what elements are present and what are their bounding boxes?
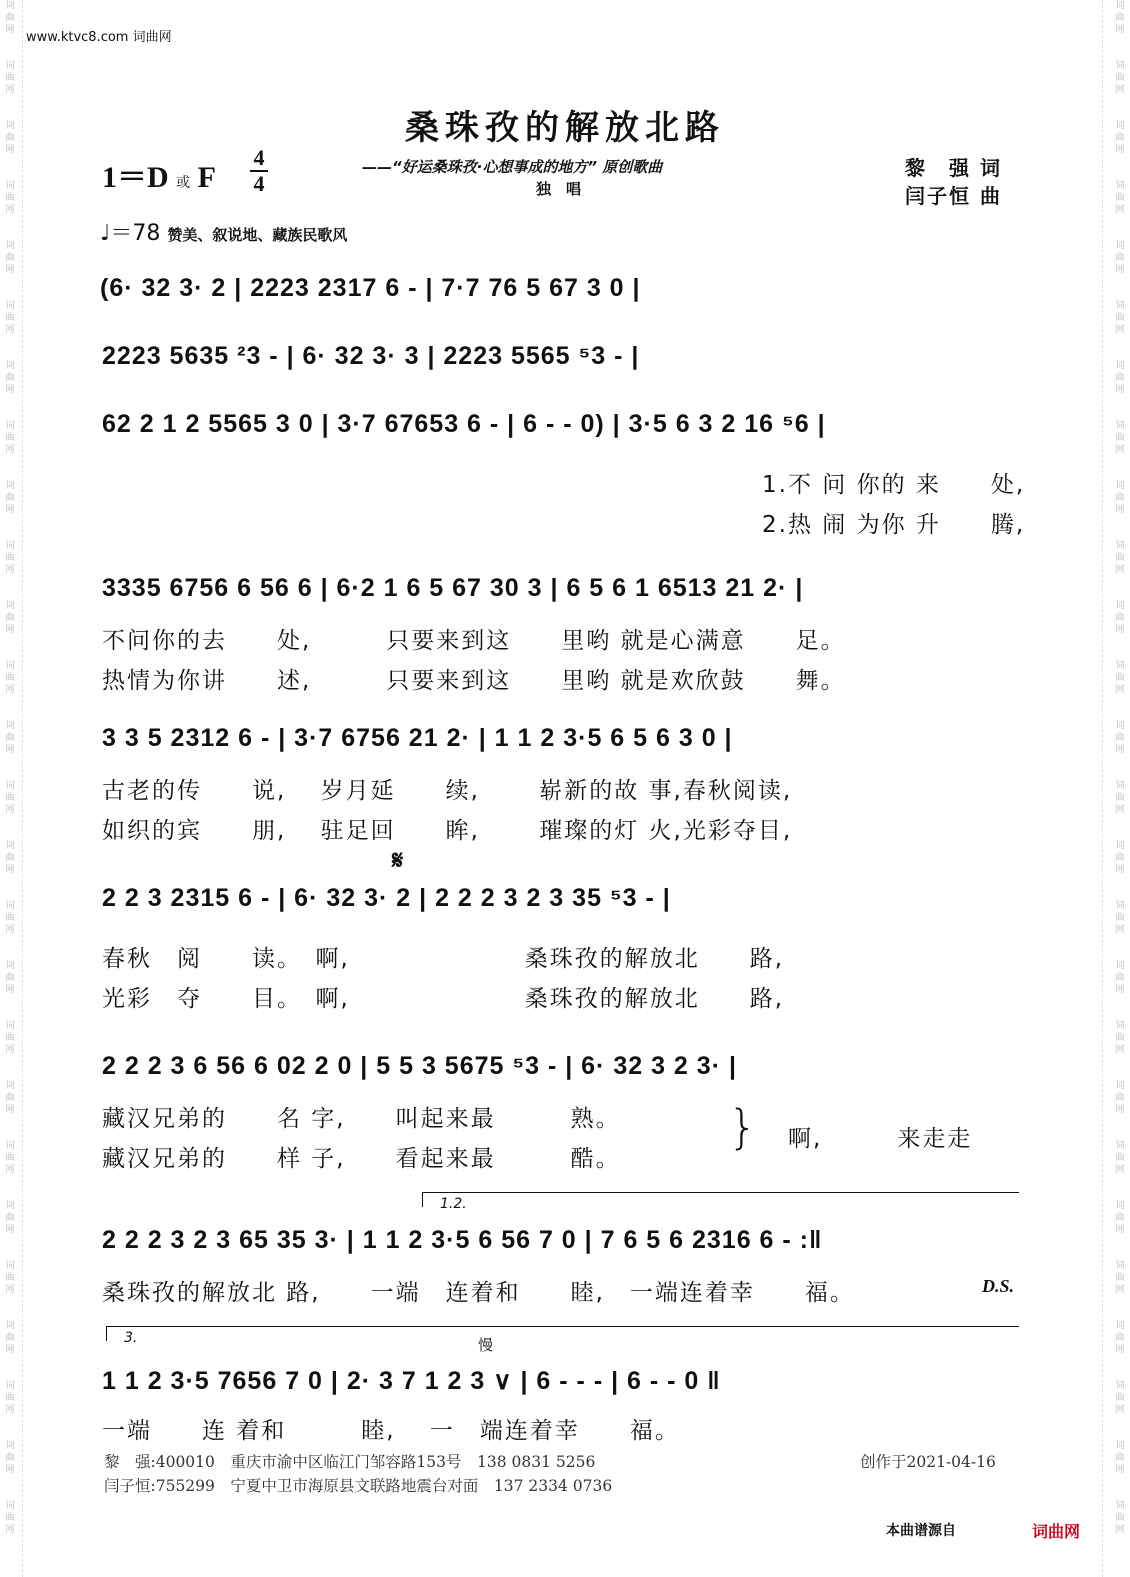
watermark-block	[1113, 240, 1127, 300]
key-main: 1＝D	[102, 161, 169, 194]
watermark-block	[3, 1020, 17, 1080]
watermark-char: 网	[1115, 1345, 1125, 1355]
watermark-block	[1113, 180, 1127, 240]
watermark-char: 词	[5, 781, 15, 791]
watermark-char: 曲	[1115, 553, 1125, 563]
watermark-char: 曲	[5, 613, 15, 623]
segno-sign: 𝄋	[392, 846, 404, 876]
watermark-char: 网	[1115, 385, 1125, 395]
watermark-block	[3, 180, 17, 240]
watermark-char: 网	[5, 1285, 15, 1295]
watermark-block	[3, 660, 17, 720]
watermark-char: 曲	[1115, 973, 1125, 983]
watermark-char: 网	[5, 265, 15, 275]
watermark-char: 网	[1115, 325, 1125, 335]
watermark-block	[1113, 540, 1127, 600]
notation-row-2: 2223 5635 ²3 - | 6· 32 3· 3 | 2223 5565 ⁵3 - |	[102, 342, 640, 370]
watermark-char: 曲	[1115, 1333, 1125, 1343]
watermark-char: 曲	[1115, 673, 1125, 683]
watermark-block	[1113, 840, 1127, 900]
watermark-char: 网	[1115, 445, 1125, 455]
watermark-block	[3, 0, 17, 60]
watermark-char: 曲	[5, 373, 15, 383]
notation-row-5: 3 3 5 2312 6 - | 3·7 6756 21 2· | 1 1 2 3·5 6 5 6 3 0 |	[102, 724, 733, 752]
watermark-block	[1113, 1080, 1127, 1140]
watermark-char: 曲	[1115, 133, 1125, 143]
watermark-block	[3, 1380, 17, 1440]
watermark-block	[1113, 720, 1127, 780]
watermark-char: 网	[1115, 25, 1125, 35]
watermark-block	[3, 1440, 17, 1500]
watermark-block	[3, 720, 17, 780]
watermark-char: 网	[1115, 1525, 1125, 1535]
notation-row-8: 2 2 2 3 2 3 65 35 3· | 1 1 2 3·5 6 56 7 0 | 7 6 5 6 2316 6 - :‖	[102, 1226, 823, 1254]
watermark-char: 曲	[1115, 1393, 1125, 1403]
watermark-char: 网	[1115, 865, 1125, 875]
notation-row-4: 3335 6756 6 56 6 | 6·2 1 6 5 67 30 3 | 6 5 6 1 6513 21 2· |	[102, 574, 804, 602]
watermark-char: 曲	[1115, 313, 1125, 323]
watermark-block	[3, 1140, 17, 1200]
key-signature	[102, 152, 216, 196]
watermark-char: 词	[5, 1321, 15, 1331]
watermark-char: 网	[5, 385, 15, 395]
left-watermark-strip	[3, 0, 17, 1577]
lyric-row-9: 一端 连 着和 睦, 一 端连着幸 福。	[102, 1418, 680, 1444]
lyric-row-6-verse-2: 光彩 夺 目。 啊, 桑珠孜的解放北 路,	[102, 986, 785, 1012]
watermark-char: 网	[1115, 145, 1125, 155]
notation-row-7: 2 2 2 3 6 56 6 02 2 0 | 5 5 3 5675 ⁵3 - | 6· 32 3 2 3· |	[102, 1052, 737, 1080]
watermark-char: 词	[1115, 961, 1125, 971]
watermark-char: 网	[1115, 985, 1125, 995]
key-alt: F	[197, 161, 216, 194]
watermark-char: 词	[1115, 421, 1125, 431]
lyric-row-4-verse-1: 不问你的去 处, 只要来到这 里哟 就是心满意 足。	[102, 628, 846, 654]
watermark-char: 网	[5, 805, 15, 815]
watermark-block	[1113, 960, 1127, 1020]
watermark-char: 曲	[5, 553, 15, 563]
watermark-char: 曲	[1115, 73, 1125, 83]
time-top: 4	[253, 145, 265, 170]
watermark-char: 词	[5, 721, 15, 731]
lyric-row-3-verse-2: 2.热 闹 为你 升 腾,	[762, 512, 1026, 538]
tempo-marking	[100, 216, 347, 247]
slow-marking: 慢	[478, 1336, 494, 1354]
watermark-char: 网	[1115, 805, 1125, 815]
watermark-char: 词	[1115, 361, 1125, 371]
watermark-char: 网	[5, 1225, 15, 1235]
watermark-char: 网	[5, 925, 15, 935]
watermark-char: 词	[1115, 301, 1125, 311]
watermark-char: 曲	[5, 1033, 15, 1043]
watermark-char: 词	[5, 361, 15, 371]
watermark-char: 曲	[1115, 493, 1125, 503]
watermark-char: 词	[1115, 241, 1125, 251]
watermark-char: 词	[5, 1441, 15, 1451]
key-alt-word: 或	[176, 175, 191, 191]
watermark-char: 曲	[5, 13, 15, 23]
watermark-char: 词	[1115, 721, 1125, 731]
watermark-char: 曲	[1115, 853, 1125, 863]
watermark-char: 词	[5, 901, 15, 911]
watermark-char: 词	[5, 1, 15, 11]
watermark-char: 词	[1115, 901, 1125, 911]
watermark-char: 网	[1115, 685, 1125, 695]
watermark-char: 词	[5, 841, 15, 851]
watermark-char: 曲	[5, 733, 15, 743]
watermark-char: 词	[1115, 1441, 1125, 1451]
watermark-char: 网	[5, 865, 15, 875]
watermark-char: 词	[1115, 1201, 1125, 1211]
watermark-char: 网	[1115, 745, 1125, 755]
watermark-char: 词	[5, 1261, 15, 1271]
watermark-char: 曲	[5, 913, 15, 923]
watermark-char: 网	[5, 1525, 15, 1535]
performance-form: 独 唱	[536, 180, 582, 198]
watermark-char: 词	[1115, 1501, 1125, 1511]
watermark-block	[3, 240, 17, 300]
watermark-char: 词	[5, 1201, 15, 1211]
watermark-char: 曲	[5, 1333, 15, 1343]
watermark-char: 网	[1115, 1225, 1125, 1235]
notation-row-6: 2 2 3 2315 6 - | 6· 32 3· 2 | 2 2 2 3 2 3 35 ⁵3 - |	[102, 884, 671, 912]
watermark-char: 词	[5, 601, 15, 611]
watermark-block	[1113, 480, 1127, 540]
watermark-block	[3, 1080, 17, 1140]
watermark-char: 词	[5, 541, 15, 551]
watermark-block	[3, 840, 17, 900]
watermark-char: 曲	[1115, 433, 1125, 443]
watermark-char: 词	[5, 961, 15, 971]
tempo-style: 赞美、叙说地、藏族民歌风	[167, 226, 348, 244]
watermark-block	[3, 600, 17, 660]
watermark-char: 网	[5, 1465, 15, 1475]
volta-label-3: 3.	[124, 1330, 138, 1346]
watermark-char: 曲	[1115, 373, 1125, 383]
watermark-char: 网	[5, 1165, 15, 1175]
watermark-char: 曲	[5, 793, 15, 803]
watermark-char: 网	[5, 1345, 15, 1355]
watermark-char: 曲	[1115, 1153, 1125, 1163]
watermark-block	[3, 540, 17, 600]
footer-composer-contact: 闫子恒:755299 宁夏中卫市海原县文联路地震台对面 137 2334 0736	[104, 1477, 613, 1495]
watermark-block	[1113, 780, 1127, 840]
watermark-char: 词	[1115, 121, 1125, 131]
footer-lyricist-contact: 黎 强:400010 重庆市渝中区临江门邹容路153号 138 0831 5256	[104, 1453, 596, 1471]
watermark-block	[1113, 1380, 1127, 1440]
watermark-block	[3, 1500, 17, 1560]
watermark-char: 网	[1115, 1105, 1125, 1115]
watermark-char: 网	[1115, 265, 1125, 275]
dal-segno-mark: D.S.	[982, 1276, 1015, 1296]
watermark-char: 网	[5, 625, 15, 635]
watermark-block	[1113, 1020, 1127, 1080]
watermark-char: 网	[5, 1405, 15, 1415]
watermark-char: 词	[1115, 541, 1125, 551]
watermark-char: 网	[5, 445, 15, 455]
watermark-char: 词	[1115, 61, 1125, 71]
watermark-char: 曲	[5, 1393, 15, 1403]
watermark-char: 曲	[1115, 1273, 1125, 1283]
tempo-value: ♩＝78	[100, 221, 161, 246]
right-border	[1102, 0, 1103, 1577]
watermark-char: 网	[1115, 1165, 1125, 1175]
watermark-char: 曲	[5, 1213, 15, 1223]
watermark-char: 网	[1115, 1405, 1125, 1415]
brace: }	[728, 1100, 758, 1154]
watermark-char: 网	[1115, 565, 1125, 575]
watermark-char: 曲	[5, 673, 15, 683]
watermark-char: 网	[5, 1045, 15, 1055]
song-title: 桑珠孜的解放北路	[405, 108, 725, 148]
source-link[interactable]: 词曲网	[1032, 1522, 1081, 1541]
watermark-block	[1113, 0, 1127, 60]
lyric-row-7-shared: 啊, 来走走	[788, 1126, 973, 1152]
watermark-block	[1113, 420, 1127, 480]
watermark-char: 网	[1115, 205, 1125, 215]
watermark-char: 曲	[5, 1153, 15, 1163]
lyric-row-5-verse-2: 如织的宾 朋, 驻足回 眸, 璀璨的灯 火,光彩夺目,	[102, 818, 793, 844]
watermark-char: 词	[1115, 781, 1125, 791]
watermark-char: 曲	[1115, 1213, 1125, 1223]
watermark-char: 曲	[1115, 1093, 1125, 1103]
subtitle: ——“好运桑珠孜·心想事成的地方” 原创歌曲	[362, 158, 663, 176]
watermark-char: 曲	[5, 313, 15, 323]
watermark-char: 词	[5, 121, 15, 131]
watermark-char: 词	[5, 1081, 15, 1091]
watermark-char: 曲	[5, 193, 15, 203]
lyric-row-7-verse-2: 藏汉兄弟的 样 子, 看起来最 酷。	[102, 1146, 621, 1172]
watermark-char: 词	[1115, 1261, 1125, 1271]
watermark-char: 网	[5, 505, 15, 515]
watermark-char: 词	[1115, 181, 1125, 191]
watermark-block	[3, 900, 17, 960]
volta-bracket-3	[106, 1326, 1019, 1341]
composer-credit: 闫子恒 曲	[905, 184, 1002, 208]
lyric-row-7-verse-1: 藏汉兄弟的 名 字, 叫起来最 熟。	[102, 1106, 621, 1132]
lyric-row-8: 桑珠孜的解放北 路, 一端 连着和 睦, 一端连着幸 福。	[102, 1280, 855, 1306]
watermark-block	[1113, 660, 1127, 720]
watermark-char: 词	[1115, 1081, 1125, 1091]
watermark-block	[1113, 600, 1127, 660]
watermark-char: 词	[5, 61, 15, 71]
watermark-char: 词	[5, 241, 15, 251]
watermark-char: 网	[5, 205, 15, 215]
watermark-block	[1113, 1500, 1127, 1560]
watermark-char: 词	[1115, 1321, 1125, 1331]
watermark-char: 词	[1115, 481, 1125, 491]
watermark-char: 曲	[1115, 793, 1125, 803]
watermark-char: 曲	[1115, 253, 1125, 263]
watermark-char: 词	[1115, 1, 1125, 11]
notation-row-1: (6· 32 3· 2 | 2223 2317 6 - | 7·7 76 5 67 3 0 |	[100, 274, 641, 302]
watermark-char: 网	[5, 565, 15, 575]
footer-date: 创作于2021-04-16	[860, 1453, 996, 1471]
watermark-block	[3, 1260, 17, 1320]
lyric-row-4-verse-2: 热情为你讲 述, 只要来到这 里哟 就是欢欣鼓 舞。	[102, 668, 846, 694]
watermark-char: 曲	[5, 1093, 15, 1103]
watermark-char: 曲	[5, 133, 15, 143]
watermark-char: 词	[1115, 1141, 1125, 1151]
watermark-char: 曲	[5, 1273, 15, 1283]
volta-label-12: 1.2.	[440, 1196, 467, 1212]
watermark-char: 词	[5, 301, 15, 311]
watermark-block	[1113, 1440, 1127, 1500]
watermark-char: 曲	[1115, 913, 1125, 923]
watermark-char: 词	[5, 1021, 15, 1031]
watermark-char: 网	[1115, 505, 1125, 515]
watermark-char: 曲	[1115, 733, 1125, 743]
watermark-char: 曲	[5, 853, 15, 863]
watermark-block	[3, 360, 17, 420]
lyricist-credit: 黎 强 词	[905, 156, 1002, 180]
watermark-char: 曲	[1115, 13, 1125, 23]
watermark-block	[3, 1200, 17, 1260]
watermark-block	[3, 1320, 17, 1380]
watermark-char: 曲	[1115, 613, 1125, 623]
watermark-char: 曲	[5, 973, 15, 983]
watermark-char: 词	[1115, 1381, 1125, 1391]
watermark-block	[1113, 1200, 1127, 1260]
watermark-char: 词	[5, 1501, 15, 1511]
lyric-row-3-verse-1: 1.不 问 你的 来 处,	[762, 472, 1026, 498]
watermark-block	[3, 420, 17, 480]
watermark-char: 词	[1115, 661, 1125, 671]
watermark-char: 曲	[1115, 1033, 1125, 1043]
watermark-char: 网	[5, 1105, 15, 1115]
source-label: 本曲谱源自	[886, 1523, 956, 1539]
watermark-char: 网	[1115, 925, 1125, 935]
watermark-char: 曲	[5, 433, 15, 443]
right-watermark-strip	[1113, 0, 1127, 1577]
watermark-block	[1113, 360, 1127, 420]
watermark-char: 曲	[5, 253, 15, 263]
watermark-char: 网	[5, 25, 15, 35]
watermark-block	[3, 480, 17, 540]
watermark-block	[3, 780, 17, 840]
watermark-char: 网	[5, 985, 15, 995]
watermark-block	[1113, 300, 1127, 360]
watermark-char: 网	[1115, 1465, 1125, 1475]
volta-bracket-12	[422, 1192, 1019, 1207]
watermark-char: 词	[5, 181, 15, 191]
watermark-char: 词	[5, 1381, 15, 1391]
watermark-char: 曲	[5, 493, 15, 503]
watermark-char: 曲	[1115, 1513, 1125, 1523]
watermark-char: 曲	[5, 1453, 15, 1463]
watermark-char: 网	[5, 685, 15, 695]
watermark-char: 曲	[1115, 1453, 1125, 1463]
site-url[interactable]: www.ktvc8.com 词曲网	[26, 30, 172, 45]
watermark-char: 词	[5, 421, 15, 431]
watermark-char: 网	[5, 325, 15, 335]
watermark-block	[1113, 1260, 1127, 1320]
watermark-char: 词	[1115, 601, 1125, 611]
watermark-block	[3, 300, 17, 360]
watermark-char: 曲	[5, 73, 15, 83]
watermark-char: 词	[1115, 841, 1125, 851]
watermark-char: 网	[1115, 1045, 1125, 1055]
watermark-block	[1113, 900, 1127, 960]
time-bottom: 4	[253, 171, 265, 196]
watermark-char: 网	[1115, 625, 1125, 635]
watermark-char: 词	[5, 1141, 15, 1151]
notation-row-3: 62 2 1 2 5565 3 0 | 3·7 67653 6 - | 6 - - 0) | 3·5 6 3 2 16 ⁵6 |	[102, 410, 826, 438]
watermark-block	[3, 960, 17, 1020]
notation-row-9: 1 1 2 3·5 7656 7 0 | 2· 3 7 1 2 3 ∨ | 6 - - - | 6 - - 0 ‖	[102, 1367, 721, 1395]
time-signature	[250, 145, 268, 196]
watermark-char: 网	[1115, 85, 1125, 95]
watermark-char: 词	[1115, 1021, 1125, 1031]
watermark-char: 曲	[5, 1513, 15, 1523]
watermark-block	[1113, 1320, 1127, 1380]
watermark-char: 网	[1115, 1285, 1125, 1295]
watermark-char: 词	[5, 661, 15, 671]
watermark-block	[1113, 1140, 1127, 1200]
watermark-char: 词	[5, 481, 15, 491]
watermark-char: 网	[5, 85, 15, 95]
watermark-char: 网	[5, 745, 15, 755]
watermark-char: 曲	[1115, 193, 1125, 203]
lyric-row-6-verse-1: 春秋 阅 读。 啊, 桑珠孜的解放北 路,	[102, 946, 785, 972]
lyric-row-5-verse-1: 古老的传 说, 岁月延 续, 崭新的故 事,春秋阅读,	[102, 778, 793, 804]
watermark-char: 网	[5, 145, 15, 155]
left-border	[22, 0, 23, 1577]
